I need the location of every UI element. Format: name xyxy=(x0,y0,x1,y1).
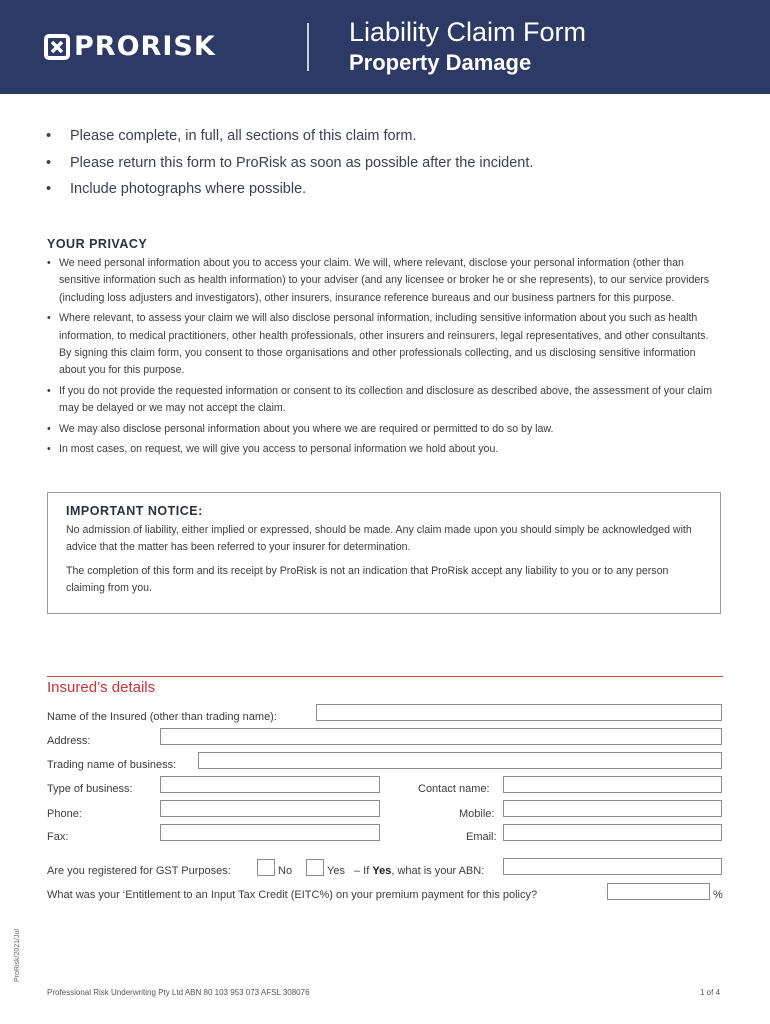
contact-name-label: Contact name: xyxy=(418,783,490,795)
mobile-label: Mobile: xyxy=(459,808,495,820)
abn-label-suffix: , what is your ABN: xyxy=(391,865,485,877)
abn-label-prefix: – If xyxy=(354,865,370,877)
instruction-item: • Please complete, in full, all sections of this claim form. xyxy=(46,128,736,155)
insured-name-label: Name of the Insured (other than trading name): xyxy=(47,711,277,723)
form-version-code: ProRisk/2021/Jul xyxy=(14,929,21,982)
notice-paragraph: The completion of this form and its receipt by ProRisk is not an indication that ProRisk accept any liability to you or to any person claiming from you. xyxy=(66,565,669,595)
footer-company: Professional Risk Underwriting Pty Ltd ABN 80 103 953 073 AFSL 308076 xyxy=(47,988,310,997)
notice-heading: IMPORTANT NOTICE: xyxy=(66,504,203,518)
email-field[interactable] xyxy=(503,824,722,841)
notice-paragraph: No admission of liability, either implied or expressed, should be made. Any claim made upon you should simply be acknowledged with advice that the matter has been referred to your insurer for determination. xyxy=(66,524,692,554)
page-header xyxy=(0,0,770,94)
prorisk-logo xyxy=(44,31,216,62)
gst-no-label: No xyxy=(278,865,293,877)
gst-label: Are you registered for GST Purposes: xyxy=(47,865,231,877)
business-type-label: Type of business: xyxy=(47,783,133,795)
header-divider xyxy=(307,23,309,71)
section-divider xyxy=(47,676,723,677)
fax-field[interactable] xyxy=(160,824,380,841)
logo-text: PRORISK xyxy=(74,31,216,62)
address-field[interactable] xyxy=(160,728,722,745)
eitc-label: What was your ‘Entitlement to an Input Tax Credit (EITC%) on your premium payment for this policy? xyxy=(47,889,538,901)
abn-label xyxy=(354,865,484,877)
privacy-item: • We may also disclose personal information about you where we are required or permitted to do so by law. xyxy=(47,421,723,438)
form-title: Liability Claim Form xyxy=(349,17,587,47)
gst-yes-checkbox[interactable] xyxy=(306,859,324,876)
gst-yes-label: Yes xyxy=(327,865,345,877)
trading-name-label: Trading name of business: xyxy=(47,759,177,771)
contact-name-field[interactable] xyxy=(503,776,722,793)
abn-field[interactable] xyxy=(503,858,722,875)
privacy-item: • Where relevant, to assess your claim we will also disclose personal information, including sensitive information about you such as health information, to medical practitioners, other health professionals, other insurers and reinsurers, legal representatives, and other consultants. By signing this claim form, you consent to those organisations and other professionals collecting, and us disclosing sensitive information about you for this purpose. xyxy=(47,310,723,380)
phone-label: Phone: xyxy=(47,808,82,820)
privacy-item: • We need personal information about you to access your claim. We will, where relevant, disclose your personal information (other than sensitive information such as health information) to your adviser (and any licensee or broker he or she represents), to our service providers (including loss adjusters and investigators), other insurers, insurance reference bureaus and our business partners for this purpose. xyxy=(47,255,723,307)
percent-sign: % xyxy=(713,889,723,901)
privacy-heading: YOUR PRIVACY xyxy=(47,237,148,251)
gst-no-checkbox[interactable] xyxy=(257,859,275,876)
phone-field[interactable] xyxy=(160,800,380,817)
instruction-item: • Include photographs where possible. xyxy=(46,181,736,208)
instructions-list xyxy=(46,128,736,208)
email-label: Email: xyxy=(466,831,497,843)
mobile-field[interactable] xyxy=(503,800,722,817)
important-notice-box xyxy=(47,492,721,614)
business-type-field[interactable] xyxy=(160,776,380,793)
form-subtitle: Property Damage xyxy=(349,50,532,75)
logo-mark-icon xyxy=(44,34,70,60)
privacy-list xyxy=(47,255,723,461)
fax-label: Fax: xyxy=(47,831,69,843)
privacy-item: • If you do not provide the requested information or consent to its collection and disclosure as described above, the assessment of your claim may be delayed or we may not accept the claim. xyxy=(47,383,723,418)
insured-name-field[interactable] xyxy=(316,704,722,721)
eitc-field[interactable] xyxy=(607,883,710,900)
instruction-item: • Please return this form to ProRisk as soon as possible after the incident. xyxy=(46,155,736,182)
trading-name-field[interactable] xyxy=(198,752,722,769)
address-label: Address: xyxy=(47,735,91,747)
footer-page-number: 1 of 4 xyxy=(700,988,721,997)
privacy-item: • In most cases, on request, we will give you access to personal information we hold about you. xyxy=(47,441,723,458)
abn-label-yes: Yes xyxy=(372,865,392,877)
insured-details-heading: Insured’s details xyxy=(47,679,156,696)
